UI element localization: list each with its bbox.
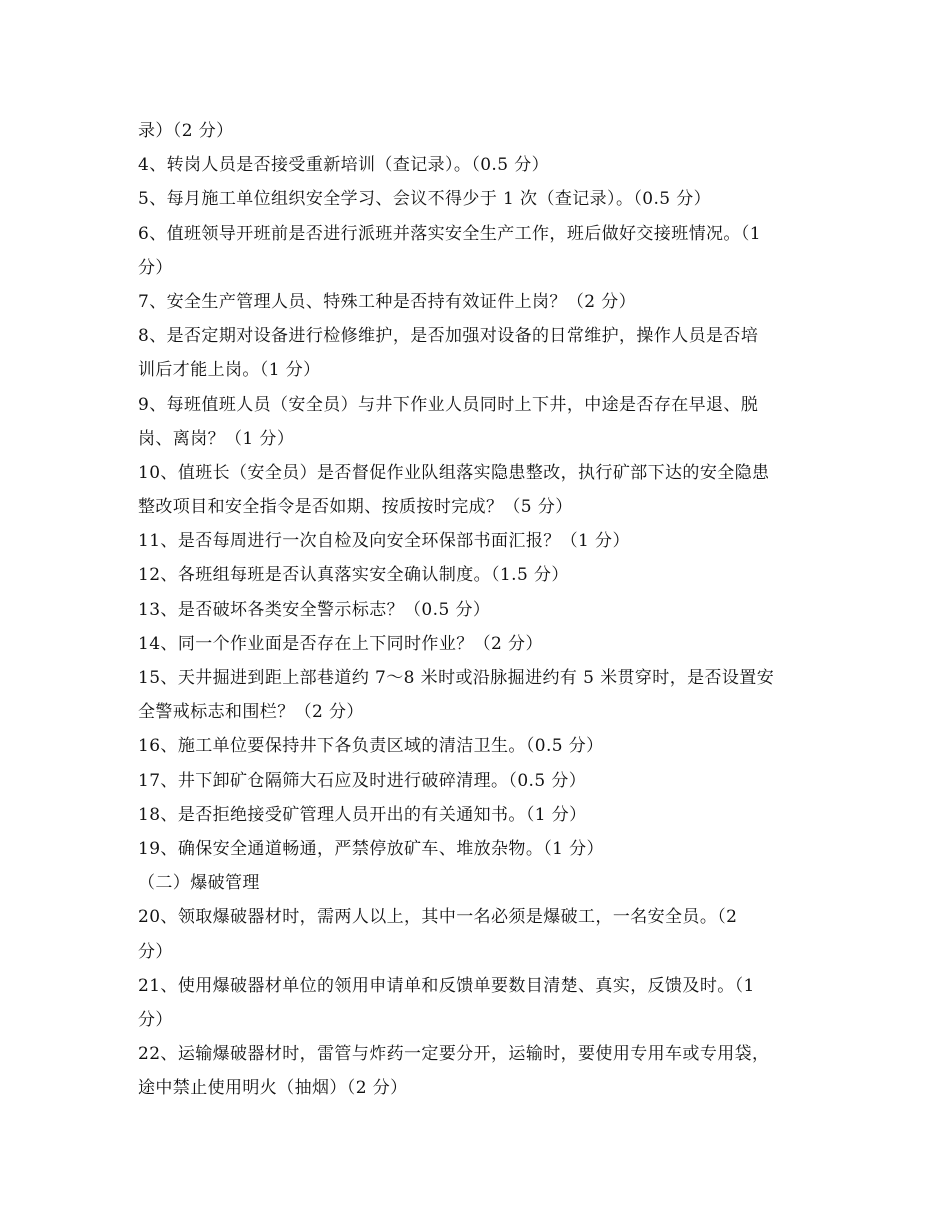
text-line: 分） bbox=[138, 1009, 173, 1030]
text-line: 19、确保安全通道畅通，严禁停放矿车、堆放杂物。（1 分） bbox=[138, 838, 604, 859]
text-line: 分） bbox=[138, 941, 173, 962]
text-line: 录）（2 分） bbox=[138, 121, 234, 141]
text-line: 13、是否破坏各类安全警示标志？（0.5 分） bbox=[138, 599, 491, 620]
text-line: 岗、离岗？（1 分） bbox=[138, 428, 295, 449]
text-line: 18、是否拒绝接受矿管理人员开出的有关通知书。（1 分） bbox=[138, 804, 587, 825]
text-line: 整改项目和安全指令是否如期、按质按时完成？（5 分） bbox=[138, 497, 573, 518]
text-line: 21、使用爆破器材单位的领用申请单和反馈单要数目清楚、真实，反馈及时。（1 bbox=[138, 975, 755, 996]
text-line: 4、转岗人员是否接受重新培训（查记录）。（0.5 分） bbox=[138, 155, 550, 176]
text-line: 全警戒标志和围栏？（2 分） bbox=[138, 702, 364, 723]
text-line: 途中禁止使用明火（抽烟）（2 分） bbox=[138, 1078, 408, 1099]
text-line: 16、施工单位要保持井下各负责区域的清洁卫生。（0.5 分） bbox=[138, 736, 604, 757]
text-line: 7、安全生产管理人员、特殊工种是否持有效证件上岗？（2 分） bbox=[138, 291, 637, 312]
text-line: 10、值班长（安全员）是否督促作业队组落实隐患整改，执行矿部下达的安全隐患 bbox=[138, 462, 770, 483]
text-line: 17、井下卸矿仓隔筛大石应及时进行破碎清理。（0.5 分） bbox=[138, 770, 587, 791]
text-line: 11、是否每周进行一次自检及向安全环保部书面汇报？（1 分） bbox=[138, 531, 630, 552]
text-line: 15、天井掘进到距上部巷道约 7～8 米时或沿脉掘进约有 5 米贯穿时，是否设置安 bbox=[138, 668, 775, 688]
text-line: 9、每班值班人员（安全员）与井下作业人员同时上下井，中途是否存在早退、脱 bbox=[138, 394, 759, 415]
text-line: 5、每月施工单位组织安全学习、会议不得少于 1 次（查记录）。（0.5 分） bbox=[138, 189, 712, 210]
section-heading: （二）爆破管理 bbox=[138, 873, 260, 894]
text-line: 20、领取爆破器材时，需两人以上，其中一名必须是爆破工，一名安全员。（2 bbox=[138, 907, 738, 928]
document-body bbox=[138, 114, 814, 1105]
text-line: 12、各班组每班是否认真落实安全确认制度。（1.5 分） bbox=[138, 565, 569, 586]
text-line: 训后才能上岗。（1 分） bbox=[138, 360, 321, 381]
text-line: 22、运输爆破器材时，雷管与炸药一定要分开，运输时，要使用专用车或专用袋， bbox=[138, 1044, 770, 1065]
text-line: 14、同一个作业面是否存在上下同时作业？（2 分） bbox=[138, 633, 543, 654]
text-line: 6、值班领导开班前是否进行派班并落实安全生产工作，班后做好交接班情况。（1 bbox=[138, 223, 761, 244]
text-line: 8、是否定期对设备进行检修维护，是否加强对设备的日常维护，操作人员是否培 bbox=[138, 326, 759, 347]
text-line: 分） bbox=[138, 257, 173, 278]
